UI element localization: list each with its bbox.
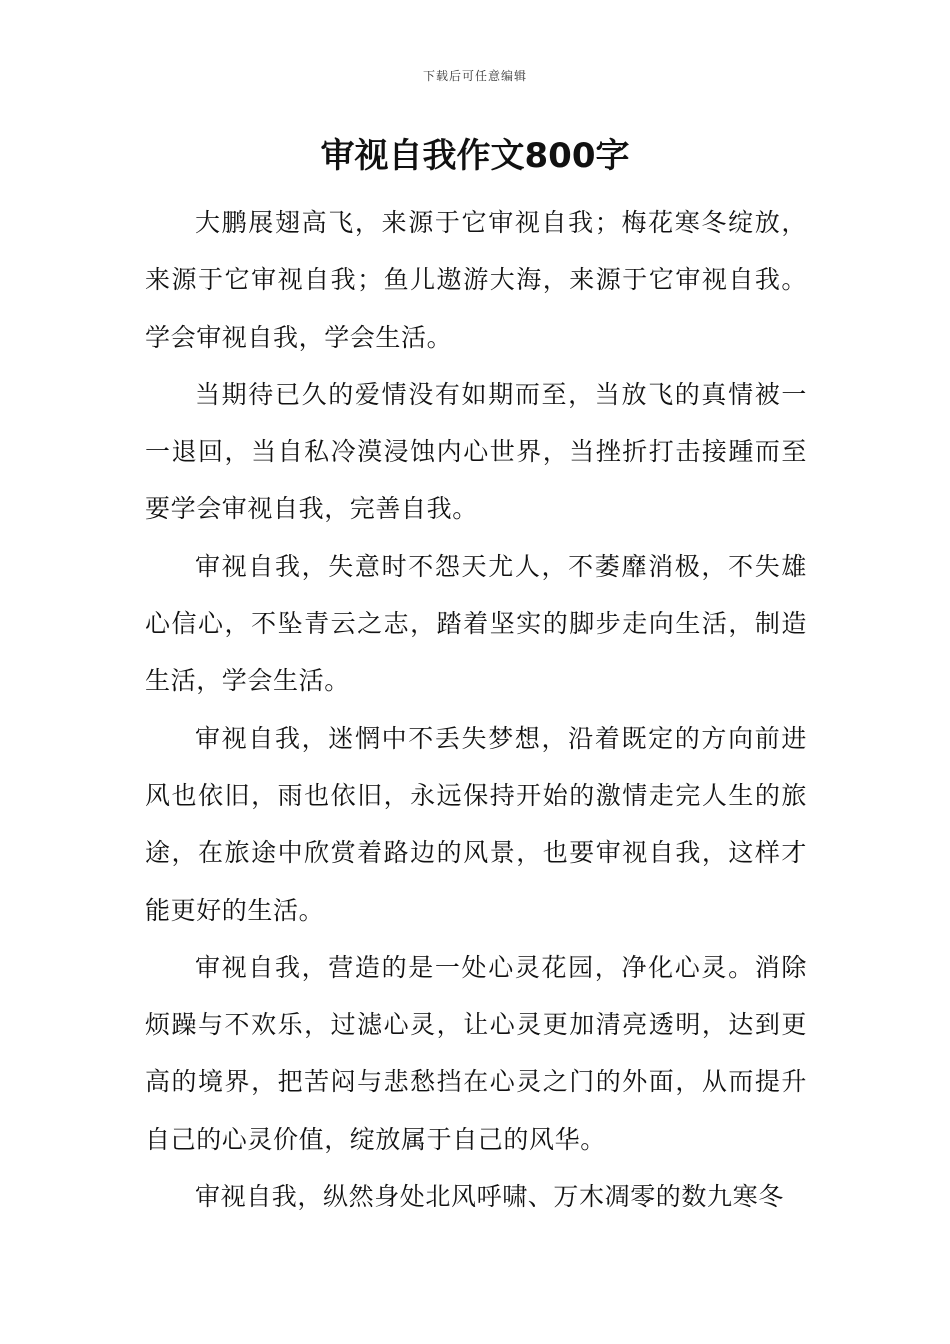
document-body bbox=[145, 194, 807, 1225]
paragraph-1: 大鹏展翅高飞，来源于它审视自我；梅花寒冬绽放，来源于它审视自我；鱼儿遨游大海，来源于它审视自我。学会审视自我，学会生活。 bbox=[145, 208, 807, 352]
paragraph-6: 审视自我，纵然身处北风呼啸、万木凋零的数九寒冬 bbox=[195, 1182, 784, 1212]
paragraph-4: 审视自我，迷惘中不丢失梦想，沿着既定的方向前进风也依旧，雨也依旧，永远保持开始的激情走完人生的旅途，在旅途中欣赏着路边的风景，也要审视自我，这样才能更好的生活。 bbox=[145, 723, 807, 925]
paragraph-5: 审视自我，营造的是一处心灵花园，净化心灵。消除烦躁与不欢乐，过滤心灵，让心灵更加清亮透明，达到更高的境界，把苦闷与悲愁挡在心灵之门的外面，从而提升自己的心灵价值，绽放属于自己的风华。 bbox=[145, 952, 807, 1154]
document-title: 审视自我作文800字 bbox=[320, 136, 630, 176]
paragraph-3: 审视自我，失意时不怨天尤人，不萎靡消极，不失雄心信心，不坠青云之志，踏着坚实的脚步走向生活，制造生活，学会生活。 bbox=[145, 551, 807, 696]
paragraph-2: 当期待已久的爱情没有如期而至，当放飞的真情被一一退回，当自私冷漠浸蚀内心世界，当挫折打击接踵而至要学会审视自我，完善自我。 bbox=[145, 379, 807, 524]
header-note: 下载后可任意编辑 bbox=[422, 69, 527, 83]
